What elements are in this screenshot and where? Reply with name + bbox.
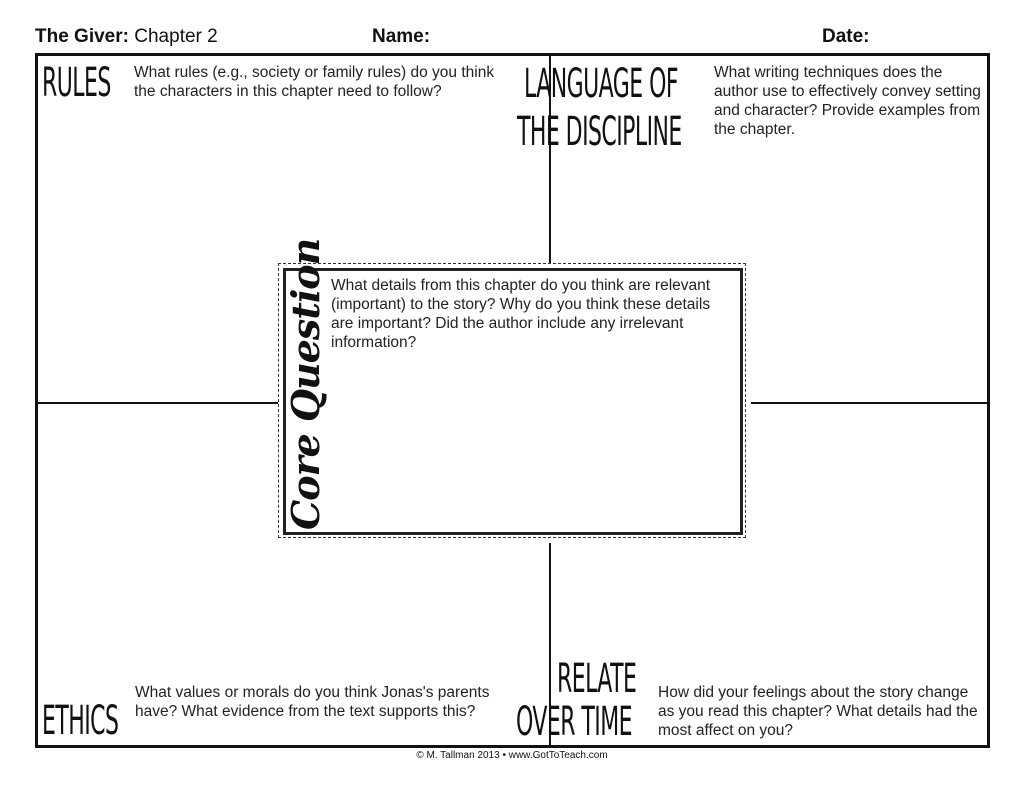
date-label: Date: bbox=[822, 26, 870, 47]
relate-title-line1: RELATE bbox=[557, 656, 637, 702]
rules-title: RULES bbox=[42, 60, 111, 106]
rules-question: What rules (e.g., society or family rules) do you think the characters in this chapter need to follow? bbox=[134, 64, 495, 100]
ethics-title: ETHICS bbox=[42, 698, 119, 744]
relate-title-line2: OVER TIME bbox=[516, 699, 633, 745]
core-question-text: What details from this chapter do you think are relevant (important) to the story? Why do you think these details are important? Did the author include any irrelevant information? bbox=[331, 277, 711, 351]
name-label: Name: bbox=[372, 26, 431, 47]
language-title-line1: LANGUAGE OF bbox=[524, 61, 678, 107]
relate-question: How did your feelings about the story change as you read this chapter? What details had the most affect on you? bbox=[658, 684, 978, 739]
book-title: The Giver: bbox=[35, 26, 129, 47]
language-title-line2: THE DISCIPLINE bbox=[517, 109, 682, 155]
language-question: What writing techniques does the author use to effectively convey setting and character? Provide examples from the chapter. bbox=[714, 64, 981, 138]
ethics-question: What values or morals do you think Jonas's parents have? What evidence from the text supports this? bbox=[135, 684, 490, 720]
divider-right bbox=[751, 402, 987, 404]
chapter-label: Chapter 2 bbox=[134, 26, 218, 47]
copyright-footer: © M. Tallman 2013 • www.GotToTeach.com bbox=[416, 750, 608, 761]
divider-left bbox=[38, 402, 278, 404]
core-question-title: Core Question bbox=[283, 238, 328, 530]
worksheet-title bbox=[35, 26, 218, 48]
